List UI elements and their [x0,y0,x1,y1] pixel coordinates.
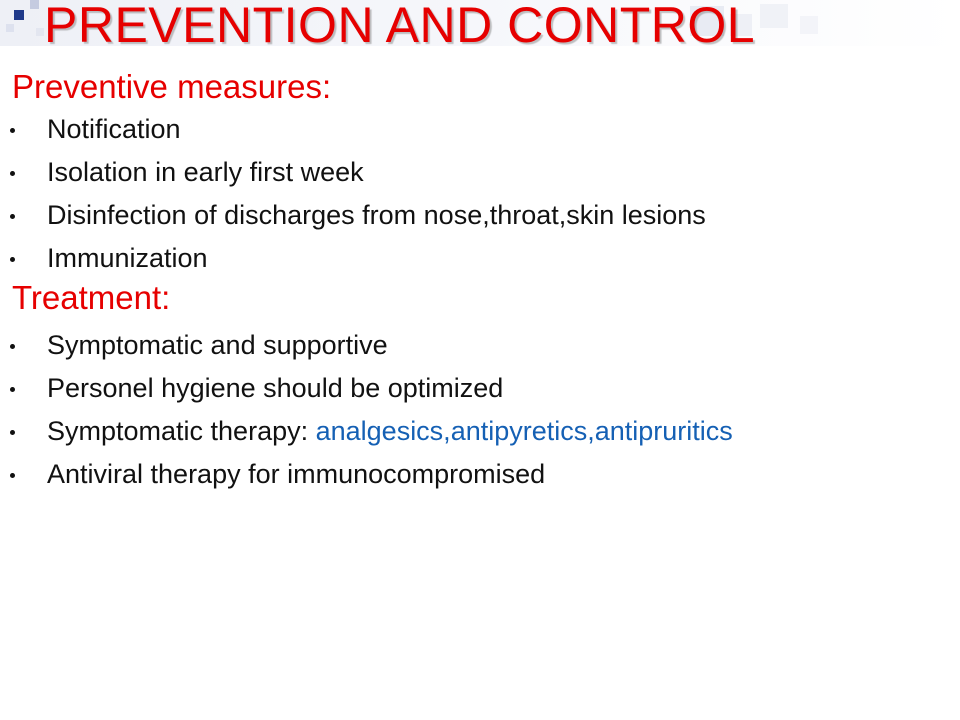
list-item-lead: Symptomatic therapy: [47,416,316,446]
list-item-text: Notification [47,114,181,144]
list-item-text [47,410,733,453]
bullet-icon [10,473,15,478]
list-item-text: Isolation in early first week [47,157,364,187]
bullet-icon [10,257,15,262]
slide-title: PREVENTION AND CONTROL [44,0,756,53]
list-item-text: Disinfection of discharges from nose,throat,skin lesions [47,200,706,230]
list-item-text: Symptomatic and supportive [47,330,388,360]
list-item-text: Antiviral therapy for immunocompromised [47,459,546,489]
bullet-icon [10,430,15,435]
list-item-text: Personel hygiene should be optimized [47,373,504,403]
bullet-icon [10,128,15,133]
treatment-heading: Treatment: [12,279,171,316]
bullet-icon [10,344,15,349]
bullet-icon [10,171,15,176]
drug-classes-text: analgesics,antipyretics,antipruritics [315,416,733,446]
preventive-heading: Preventive measures: [12,68,332,105]
list-item-text: Immunization [47,243,208,273]
bullet-icon [10,387,15,392]
bullet-icon [10,214,15,219]
